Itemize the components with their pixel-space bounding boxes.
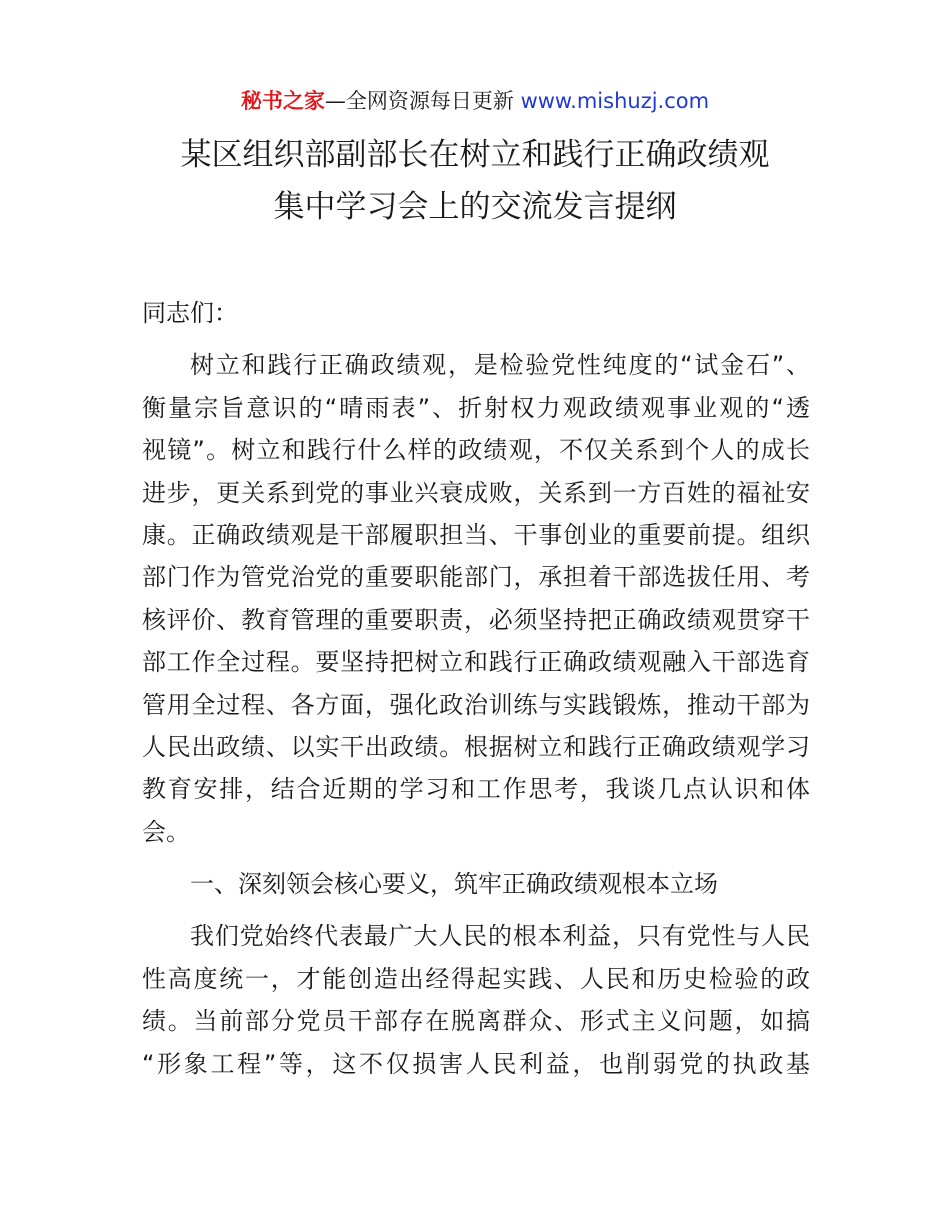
paragraph-line: 性高度统一，才能创造出经得起实践、人民和历史检验的政 [142,964,810,993]
site-url-link[interactable]: www.mishuzj.com [520,89,710,113]
paragraph-line: 部工作全过程。要坚持把树立和践行正确政绩观融入干部选育 [142,648,810,677]
paragraph-line: 会。 [142,817,190,846]
paragraph-line: 衡量宗旨意识的“晴雨表”、折射权力观政绩观事业观的“透 [142,393,810,422]
paragraph-line: 进步，更关系到党的事业兴衰成败，关系到一方百姓的福祉安 [142,478,810,507]
paragraph-line: 绩。当前部分党员干部存在脱离群众、形式主义问题，如搞 [142,1007,810,1036]
paragraph-line: 教育安排，结合近期的学习和工作思考，我谈几点认识和体 [142,775,810,804]
salutation: 同志们： [142,299,238,327]
paragraph-2 [142,915,810,1085]
paragraph-gap [142,853,810,863]
document-body [142,292,810,1085]
paragraph-1 [142,344,810,853]
document-title-line-2: 集中学习会上的交流发言提纲 [273,189,677,225]
brand-name: 秘书之家 [240,89,325,113]
paragraph-line: 部门作为管党治党的重要职能部门，承担着干部选拔任用、考 [142,563,810,592]
section-heading-1: 一、深刻领会核心要义，筑牢正确政绩观根本立场 [190,870,718,899]
site-slogan: —全网资源每日更新 [324,89,521,113]
paragraph-gap [142,905,810,915]
paragraph-line: 树立和践行正确政绩观，是检验党性纯度的“试金石”、 [190,351,810,380]
paragraph-gap [142,334,810,344]
paragraph-line: 人民出政绩、以实干出政绩。根据树立和践行正确政绩观学习 [142,732,810,761]
site-header [0,86,950,116]
paragraph-line: “形象工程”等，这不仅损害人民利益，也削弱党的执政基 [142,1049,810,1078]
paragraph-line: 管用全过程、各方面，强化政治训练与实践锻炼，推动干部为 [142,690,810,719]
paragraph-line: 视镜”。树立和践行什么样的政绩观，不仅关系到个人的成长 [142,436,810,465]
paragraph-line: 我们党始终代表最广大人民的根本利益，只有党性与人民 [190,922,810,951]
paragraph-line: 核评价、教育管理的重要职责，必须坚持把正确政绩观贯穿干 [142,605,810,634]
document-title-line-1: 某区组织部副部长在树立和践行正确政绩观 [180,137,770,173]
paragraph-line: 康。正确政绩观是干部履职担当、干事创业的重要前提。组织 [142,520,810,549]
